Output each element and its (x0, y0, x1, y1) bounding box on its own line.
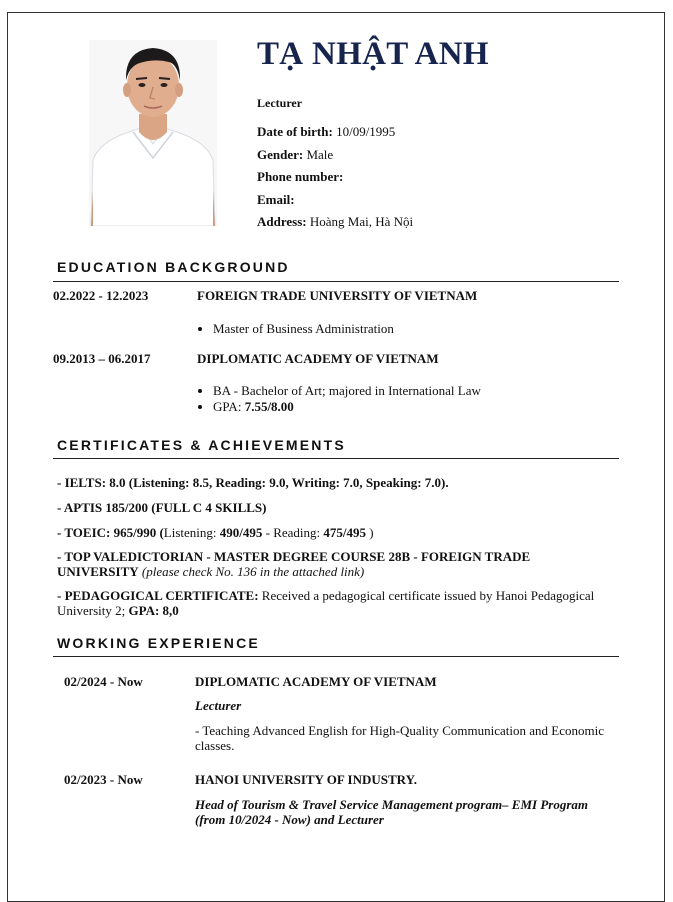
cert-pedagogical (57, 588, 597, 618)
work-date-1: 02/2024 - Now (64, 674, 143, 689)
address-line (257, 214, 413, 230)
pedagogical-gpa: GPA: 8,0 (128, 603, 179, 618)
list-item (213, 399, 481, 415)
dob-label: Date of birth: (257, 124, 333, 139)
dob-line (257, 124, 395, 140)
education-heading: EDUCATION BACKGROUND (57, 259, 290, 275)
pedagogical-text: Received a pedagogical certificate issued by Hanoi Pedagogical University 2; (57, 588, 595, 618)
job-title: Lecturer (257, 96, 303, 110)
certificates-divider (53, 458, 619, 459)
work-date-2: 02/2023 - Now (64, 772, 143, 787)
education-school-1: FOREIGN TRADE UNIVERSITY OF VIETNAM (197, 288, 478, 303)
work-desc-1: - Teaching Advanced English for High-Quality Communication and Economic classes. (195, 723, 604, 753)
list-item: • BA - Bachelor of Art; majored in International Law (213, 383, 481, 399)
toeic-listening-score: 490/495 (219, 525, 263, 540)
phone-line (257, 169, 343, 185)
gender-label: Gender: (257, 147, 304, 162)
education-school-2: DIPLOMATIC ACADEMY OF VIETNAM (197, 351, 439, 366)
email-line (257, 192, 295, 208)
email-label: Email: (257, 192, 295, 207)
cert-valedictorian (57, 549, 597, 579)
pedagogical-label: - PEDAGOGICAL CERTIFICATE: (57, 588, 259, 603)
education-date-1: 02.2022 - 12.2023 (53, 288, 149, 303)
valedictorian-text: - TOP VALEDICTORIAN - MASTER DEGREE COURSE 28B - FOREIGN TRADE UNIVERSITY (57, 549, 531, 579)
list-item: • Master of Business Administration (213, 321, 394, 337)
dob-value: 10/09/1995 (332, 124, 396, 139)
address-value: Hoàng Mai, Hà Nội (306, 214, 414, 229)
cert-toeic (57, 525, 597, 540)
valedictorian-note: (please check No. 136 in the attached link) (138, 564, 365, 579)
profile-photo (89, 40, 217, 226)
education-details-2 (197, 383, 481, 415)
toeic-reading-label: - Reading: (262, 525, 324, 540)
toeic-reading-score: 475/495 (323, 525, 367, 540)
address-label: Address: (257, 214, 307, 229)
ielts-text: - IELTS: 8.0 (Listening: 8.5, Reading: 9.0, Writing: 7.0, Speaking: 7.0). (57, 475, 449, 490)
work-heading: WORKING EXPERIENCE (57, 635, 260, 651)
work-role-1: Lecturer (195, 698, 242, 713)
aptis-text: - APTIS 185/200 (FULL C 4 SKILLS) (57, 500, 267, 515)
education-divider (53, 281, 619, 282)
toeic-close: ) (366, 525, 374, 540)
education-details-1 (197, 321, 394, 337)
work-divider (53, 656, 619, 657)
cert-ielts (57, 475, 597, 490)
work-org-2: HANOI UNIVERSITY OF INDUSTRY. (195, 772, 418, 787)
cert-aptis (57, 500, 597, 515)
education-date-2: 09.2013 – 06.2017 (53, 351, 151, 366)
work-org-1: DIPLOMATIC ACADEMY OF VIETNAM (195, 674, 437, 689)
toeic-score: - TOEIC: 965/990 ( (57, 525, 164, 540)
phone-label: Phone number: (257, 169, 344, 184)
person-photo-icon (89, 40, 217, 226)
gpa-value: 7.55/8.00 (244, 399, 294, 414)
certificates-heading: CERTIFICATES & ACHIEVEMENTS (57, 437, 346, 453)
gender-line (257, 147, 333, 163)
gpa-label: GPA: (213, 399, 245, 414)
candidate-name: TẠ NHẬT ANH (257, 36, 489, 72)
gender-value: Male (303, 147, 334, 162)
toeic-listening-label: Listening: (163, 525, 220, 540)
work-role-2: Head of Tourism & Travel Service Management program– EMI Program (from 10/2024 - Now) and Lecturer (195, 797, 589, 827)
